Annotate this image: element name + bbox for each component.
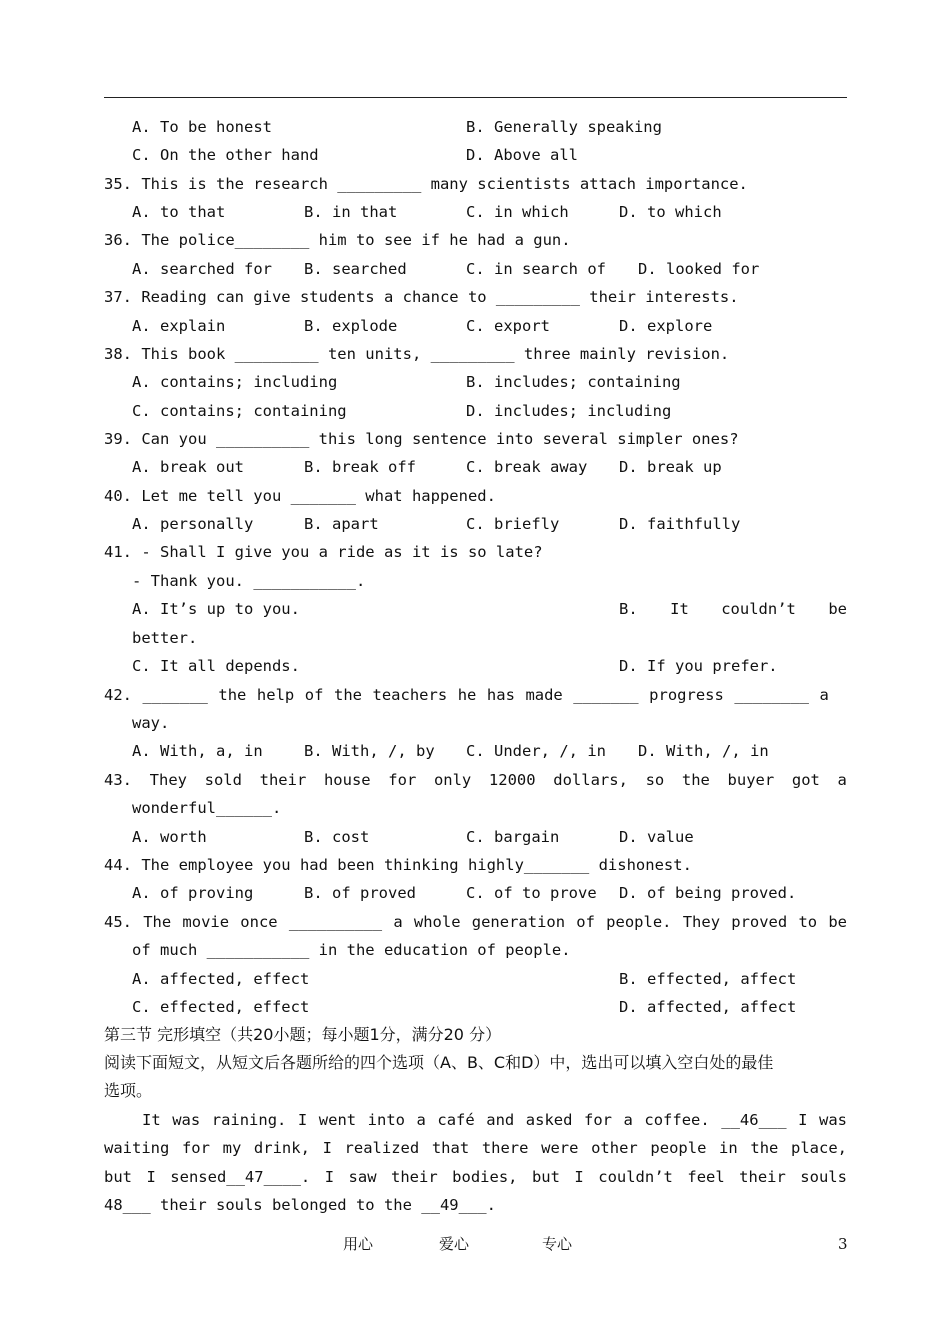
footer-motto-3: 专心 — [542, 1235, 573, 1253]
q41-option-c: C. It all depends. — [132, 657, 300, 675]
word: there — [481, 1139, 529, 1157]
q37-option-b: B. explode — [304, 317, 398, 335]
word: teachers — [372, 686, 448, 704]
word: proved — [731, 913, 788, 931]
passage-line — [104, 1138, 847, 1158]
blank-46: __46___ — [721, 1111, 787, 1129]
q42-stem — [104, 685, 829, 705]
q44-option-c: C. of to prove — [466, 884, 597, 902]
word: drink, — [253, 1139, 310, 1157]
instruction-text: 阅读下面短文，从短文后各题所给的四个选项（A、B、C和D）中，选出可以填入空白处的最佳 — [104, 1053, 774, 1072]
passage-line — [142, 1110, 847, 1130]
q39-stem: 39. Can you __________ this long sentence into several simpler ones? — [104, 430, 739, 448]
word: their — [391, 1168, 438, 1186]
word: progress — [649, 686, 724, 704]
q38-option-b: B. includes; containing — [466, 373, 681, 391]
word: coffee. — [644, 1111, 710, 1129]
word: my — [222, 1139, 242, 1157]
word: their — [259, 771, 307, 789]
word: a — [393, 913, 403, 931]
word: made — [525, 686, 563, 704]
q36-stem: 36. The police________ him to see if he had a gun. — [104, 231, 571, 249]
word: went — [318, 1111, 357, 1129]
q36-option-c: C. in search of — [466, 260, 606, 278]
word: be — [828, 600, 847, 618]
q43-stem — [104, 770, 847, 790]
word: realized — [344, 1139, 420, 1157]
word: of — [304, 686, 324, 704]
word: people. — [606, 913, 672, 931]
word: 42. — [104, 686, 132, 704]
q34-option-d: D. Above all — [466, 146, 578, 164]
section-heading: 第三节 完形填空（共20小题；每小题1分，满分20 分） — [104, 1025, 502, 1044]
word: The — [143, 913, 172, 931]
word: feel — [687, 1168, 725, 1186]
q35-option-c: C. in which — [466, 203, 569, 221]
q44-stem: 44. The employee you had been thinking highly_______ dishonest. — [104, 856, 692, 874]
q42-option-d: D. With, /, in — [638, 742, 769, 760]
word: couldn’t — [598, 1168, 673, 1186]
word: 45. — [104, 913, 132, 931]
page-number: 3 — [838, 1235, 848, 1253]
word: but — [531, 1168, 560, 1186]
word: got — [791, 771, 820, 789]
word: dollars, — [553, 771, 628, 789]
word: a — [819, 686, 829, 704]
passage-line — [104, 1167, 847, 1187]
word: a — [416, 1111, 426, 1129]
q36-option-a: A. searched for — [132, 260, 272, 278]
q41-option-b-continued: better. — [132, 629, 198, 647]
word: whole — [413, 913, 461, 931]
word: for — [388, 771, 417, 789]
q45-stem-continued: of much ___________ in the education of people. — [132, 941, 571, 959]
word: saw — [348, 1168, 377, 1186]
q40-stem: 40. Let me tell you _______ what happened. — [104, 487, 496, 505]
word: B. — [619, 600, 638, 618]
q35-option-b: B. in that — [304, 203, 398, 221]
q45-option-a: A. affected, effect — [132, 970, 310, 988]
word: has — [486, 686, 515, 704]
word: I — [146, 1168, 156, 1186]
word: was — [172, 1111, 201, 1129]
word: the — [750, 1139, 779, 1157]
word: I — [574, 1168, 584, 1186]
word: café — [437, 1111, 475, 1129]
q43-stem-continued: wonderful______. — [132, 799, 282, 817]
word: people — [650, 1139, 707, 1157]
q34-option-a: A. To be honest — [132, 118, 272, 136]
word: in — [719, 1139, 738, 1157]
header-rule — [104, 97, 847, 98]
q40-option-a: A. personally — [132, 515, 254, 533]
q40-option-d: D. faithfully — [619, 515, 741, 533]
q38-stem: 38. This book _________ ten units, _________ three mainly revision. — [104, 345, 730, 363]
word: _______ — [573, 686, 639, 704]
q35-stem: 35. This is the research _________ many scientists attach importance. — [104, 175, 748, 193]
word: buyer — [727, 771, 775, 789]
word: he — [457, 686, 477, 704]
word: They — [149, 771, 187, 789]
word: asked — [525, 1111, 573, 1129]
q42-option-c: C. Under, /, in — [466, 742, 606, 760]
word: that — [431, 1139, 470, 1157]
footer-motto-2: 爱心 — [439, 1235, 470, 1253]
q35-option-d: D. to which — [619, 203, 722, 221]
q38-option-d: D. includes; including — [466, 402, 672, 420]
q41-reply: - Thank you. ___________. — [132, 572, 366, 590]
q34-option-b: B. Generally speaking — [466, 118, 662, 136]
q44-option-a: A. of proving — [132, 884, 254, 902]
word: help — [256, 686, 295, 704]
word: other — [591, 1139, 638, 1157]
q38-option-c: C. contains; containing — [132, 402, 347, 420]
word: sold — [204, 771, 242, 789]
q39-option-b: B. break off — [304, 458, 416, 476]
q41-option-a: A. It’s up to you. — [132, 600, 300, 618]
word: but — [104, 1168, 132, 1186]
q41-option-b — [619, 599, 847, 619]
q37-option-c: C. export — [466, 317, 550, 335]
q42-stem-continued: way. — [132, 714, 170, 732]
blank-47: sensed__47____. — [170, 1168, 311, 1186]
q43-option-d: D. value — [619, 828, 694, 846]
instruction-text-continued: 选项。 — [104, 1081, 153, 1100]
word: 43. — [104, 771, 132, 789]
footer-motto-1: 用心 — [343, 1235, 374, 1253]
word: It — [142, 1111, 161, 1129]
word: couldn’t — [721, 600, 796, 618]
q45-option-d: D. affected, affect — [619, 998, 797, 1016]
word: They — [682, 913, 721, 931]
q36-option-b: B. searched — [304, 260, 407, 278]
word: I — [322, 1139, 332, 1157]
q35-option-a: A. to that — [132, 203, 226, 221]
q43-option-b: B. cost — [304, 828, 370, 846]
q42-option-b: B. With, /, by — [304, 742, 435, 760]
word: were — [541, 1139, 579, 1157]
word: _______ — [142, 686, 208, 704]
q40-option-c: C. briefly — [466, 515, 560, 533]
word: I — [324, 1168, 335, 1186]
word: the — [681, 771, 710, 789]
word: and — [486, 1111, 515, 1129]
q43-option-c: C. bargain — [466, 828, 560, 846]
q36-option-d: D. looked for — [638, 260, 760, 278]
word: house — [323, 771, 371, 789]
word: ________ — [734, 686, 809, 704]
q40-option-b: B. apart — [304, 515, 379, 533]
q38-option-a: A. contains; including — [132, 373, 338, 391]
word: for — [583, 1111, 612, 1129]
word: the — [333, 686, 362, 704]
word: souls — [800, 1168, 847, 1186]
word: I — [297, 1111, 308, 1129]
word: their — [739, 1168, 786, 1186]
q43-option-a: A. worth — [132, 828, 207, 846]
q37-stem: 37. Reading can give students a chance to _________ their interests. — [104, 288, 739, 306]
word: place, — [791, 1139, 847, 1157]
q45-option-c: C. effected, effect — [132, 998, 310, 1016]
word: for — [181, 1139, 210, 1157]
word: It — [670, 600, 689, 618]
word: into — [367, 1111, 405, 1129]
q37-option-a: A. explain — [132, 317, 226, 335]
word: generation — [471, 913, 566, 931]
q39-option-a: A. break out — [132, 458, 244, 476]
q41-stem: 41. - Shall I give you a ride as it is so late? — [104, 543, 543, 561]
word: a — [837, 771, 847, 789]
word: a — [623, 1111, 633, 1129]
word: I — [798, 1111, 808, 1129]
word: was — [818, 1111, 847, 1129]
word: waiting — [104, 1139, 170, 1157]
q45-stem — [104, 912, 847, 932]
word: movie — [182, 913, 230, 931]
word: raining. — [211, 1111, 287, 1129]
q34-option-c: C. On the other hand — [132, 146, 319, 164]
word: of — [576, 913, 595, 931]
q41-option-d: D. If you prefer. — [619, 657, 778, 675]
word: so — [645, 771, 665, 789]
word: the — [218, 686, 247, 704]
q45-option-b: B. effected, affect — [619, 970, 797, 988]
word: to — [798, 913, 818, 931]
q44-option-d: D. of being proved. — [619, 884, 797, 902]
word: be — [828, 913, 847, 931]
word: only — [433, 771, 472, 789]
q37-option-d: D. explore — [619, 317, 713, 335]
word: __________ — [288, 913, 383, 931]
word: once — [240, 913, 278, 931]
q42-option-a: A. With, a, in — [132, 742, 263, 760]
passage-line: 48___ their souls belonged to the __49___. — [104, 1196, 496, 1214]
q39-option-d: D. break up — [619, 458, 722, 476]
q39-option-c: C. break away — [466, 458, 588, 476]
word: 12000 — [488, 771, 536, 789]
q44-option-b: B. of proved — [304, 884, 416, 902]
word: bodies, — [452, 1168, 518, 1186]
